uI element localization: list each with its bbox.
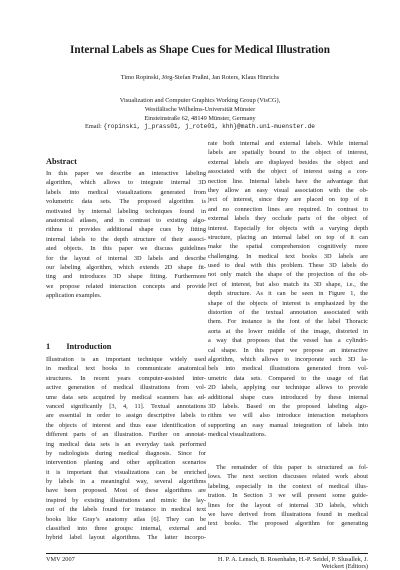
text-line: structure, placing an internal label on top of it can: [208, 233, 368, 241]
text-line: In this paper we describe an interactive labeling: [46, 170, 206, 177]
text-line: The remainder of this paper is structured as fol-: [216, 464, 368, 471]
text-line: motivated by internal labeling techniques found in: [46, 207, 206, 215]
text-line: inspired by existing illustrations and mimic the lay-: [46, 496, 206, 504]
text-line: rithms it provides additional shape cues by fitting: [46, 226, 206, 234]
right-column-text: [208, 140, 368, 441]
text-line: anatomical atlases, and in contrast to existing algo-: [46, 216, 206, 224]
text-line: intervention planing and other application scenarios: [46, 459, 206, 467]
text-line: algorithm, which allows to incorporate such 3D la-: [208, 355, 368, 363]
text-line: labeling, especially in the context of medical illus-: [208, 482, 368, 490]
text-line: by labels in a meaningful way, several algorithms: [46, 478, 206, 486]
intro-heading: [46, 342, 111, 351]
intro-heading-number: 1: [46, 342, 51, 351]
text-line: distortion of the textual annotation associated with: [208, 309, 368, 317]
text-line: our labeling algorithm, which extends 2D shape fit-: [46, 263, 206, 271]
text-line: have been proposed. Most of these algorithms are: [46, 487, 206, 495]
text-line: rithm we will also introduce interaction metaphors: [208, 412, 368, 420]
text-line: we have derived from illustrations found in medical: [208, 510, 368, 518]
text-line: interest. Especially for objects with a varying depth: [208, 224, 368, 232]
text-line: bels into medical illustrations generated from vol-: [208, 365, 368, 373]
text-line: challenging. In medical text books 3D labels are: [208, 252, 368, 260]
intro-text: [46, 356, 206, 544]
text-line: they allow an easy visual association with the ob-: [208, 186, 368, 194]
text-line: cal shape. In this paper we propose an interactive: [208, 346, 368, 354]
text-line: algorithm, which allows to integrate internal 3D: [46, 179, 206, 187]
text-line: for the layout of internal 3D labels and describe: [46, 254, 206, 262]
text-line: shape of the objects of interest is emphasized by the: [208, 299, 368, 307]
text-line: ated objects. In this paper we discuss guidelines: [46, 245, 206, 253]
text-line: are essential in order to assign descriptive labels to: [46, 412, 206, 420]
text-line: depth structure. As it can be seen in Figure 1, the: [208, 290, 368, 298]
abstract-text: [46, 170, 206, 301]
text-line: used to deal with this problem. These 3D labels do: [208, 262, 368, 270]
text-line: additional shape cues introduced by these internal: [208, 393, 368, 401]
paper-title: Internal Labels as Shape Cues for Medical Illustration: [70, 44, 330, 56]
footer-venue: VMV 2007: [46, 556, 75, 563]
text-line: application examples.: [46, 292, 102, 300]
text-line: labels are spatially bound to the object of interest,: [208, 149, 368, 157]
affiliation-line: Westfälische Wilhelms-Universität Münster: [144, 105, 256, 113]
affiliation-line: Visualization and Computer Graphics Working Group (VisCG),: [119, 97, 281, 104]
abstract-heading: Abstract: [46, 157, 77, 166]
text-line: ject of interest, since they are placed on top of it: [208, 196, 368, 204]
text-line: ject of interest, but also match its 3D shape, i.e., the: [208, 280, 368, 288]
text-line: we propose related interaction concepts and provide: [46, 282, 206, 290]
footer-rule: [46, 553, 368, 554]
text-line: 3D labels. Based on the proposed labeling algo-: [208, 402, 368, 410]
text-line: aorta at the lower middle of the image, distorted in: [208, 327, 368, 335]
text-line: supporting an easy manual integration of labels into: [208, 421, 368, 429]
text-line: external labels are displayed besides the object and: [208, 158, 368, 166]
text-line: it is important that visualizations can be enriched: [46, 468, 206, 476]
text-line: umetric data sets. Compared to the usage of flat: [208, 374, 368, 382]
text-line: associated with the object of interest using a con-: [208, 168, 368, 176]
text-line: in medical text books to communicate anatomical: [46, 365, 206, 373]
text-line: external labels they occlude parts of the object of: [208, 215, 368, 223]
text-line: ing medical data sets is an everyday task performed: [46, 440, 206, 448]
text-line: a way that proposes that the vessel has a cylindri-: [208, 337, 368, 345]
affiliation-block: [0, 97, 400, 132]
text-line: and no connection lines are required. In contrast to: [208, 205, 368, 213]
text-line: hybrid label layout algorithms. The latter incorpo-: [46, 534, 206, 542]
right-column-paragraph: [208, 464, 368, 530]
text-line: text books. The proposed algorithm for generating: [208, 520, 368, 528]
text-line: ting and introduces 3D shape fitting. Furthermore: [46, 273, 206, 281]
footer-editors: H. P. A. Lensch, B. Rosenhahn, H.-P. Seidel, P. Slusallek, J. Weickert (Editors): [217, 556, 368, 570]
text-line: rate both internal and external labels. While internal: [208, 140, 368, 147]
email-address[interactable]: {ropinski, j_prass01, j_rote01, khh}@math.uni-muenster.de: [103, 123, 316, 131]
text-line: vanced significantly [3, 4, 11]. Textual annotations: [46, 402, 206, 410]
text-line: internal labels to the depth structure of their associ-: [46, 235, 206, 243]
text-line: Illustration is an important technique widely used: [46, 356, 206, 363]
text-line: make the spatial comprehension cognitively more: [208, 243, 368, 251]
text-line: tration. In Section 3 we will present some guide-: [208, 492, 368, 500]
affiliation-line: Einsteinstraße 62, 48149 Münster, Germany: [144, 114, 256, 122]
email-line: [0, 123, 400, 132]
intro-heading-text: Introduction: [66, 342, 112, 351]
text-line: medical visualizations.: [208, 431, 267, 439]
text-line: different parts of an illustration. Further on annotat-: [46, 431, 206, 439]
text-line: them. For instance is the font of the label Thoracic: [208, 318, 368, 326]
text-line: labels into medical visualizations generated from: [46, 188, 206, 196]
text-line: lows. The next section discusses related work about: [208, 473, 368, 481]
text-line: volumetric data sets. The proposed algorithm is: [46, 198, 206, 206]
text-line: nection line. Internal labels have the advantage that: [208, 177, 368, 185]
text-line: books like Gray’s anatomy atlas [6]. They can be: [46, 515, 206, 523]
text-line: lines for the layout of internal 3D labels, which: [208, 501, 368, 509]
text-line: classified into three groups: internal, external and: [46, 525, 206, 533]
text-line: not only match the shape of the projection of the ob-: [208, 271, 368, 279]
text-line: the objects of interest and thus ease identification of: [46, 421, 206, 429]
email-label: Email:: [84, 123, 102, 131]
paper-authors: Timo Ropinski, Jörg-Stefan Praßni, Jan Roters, Klaus Hinrichs: [120, 74, 280, 81]
text-line: ume data sets acquired by medical scanners has ad-: [46, 393, 206, 401]
text-line: active generation of medical illustrations from vol-: [46, 384, 206, 392]
text-line: by radiologists during medical diagnosis. Since for: [46, 449, 206, 457]
text-line: structures. In recent years computer-assisted inter-: [46, 374, 206, 382]
text-line: 2D labels, applying our technique allows to provide: [208, 384, 368, 392]
text-line: out of the labels found for instance in medical text: [46, 506, 206, 514]
